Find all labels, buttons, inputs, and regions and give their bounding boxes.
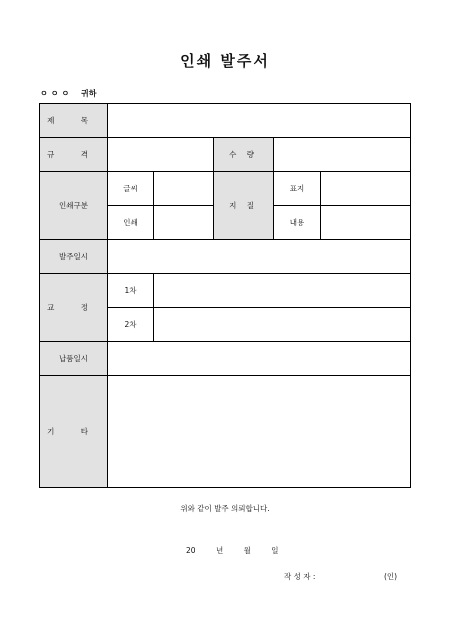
subject-label: 제 목 xyxy=(40,104,108,138)
proof-round-1-label: 1차 xyxy=(108,274,154,308)
print-type-sub-text: 글씨 xyxy=(108,172,154,206)
document-title: 인쇄 발주서 xyxy=(180,52,270,70)
other-row xyxy=(40,376,411,488)
print-type-label: 인쇄구분 xyxy=(40,172,108,240)
date-year-unit: 년 xyxy=(215,546,224,555)
spec-label: 규 격 xyxy=(40,138,108,172)
order-form-table xyxy=(39,103,411,488)
order-date-field[interactable] xyxy=(108,240,411,274)
writer-label: 작 성 자 : xyxy=(284,572,316,581)
quantity-label: 수 량 xyxy=(214,138,274,172)
paper-cover-field[interactable] xyxy=(321,172,411,206)
paper-sub-content: 내용 xyxy=(274,206,321,240)
other-field[interactable] xyxy=(108,376,411,488)
other-label: 기 타 xyxy=(40,376,108,488)
subject-field[interactable] xyxy=(108,104,411,138)
delivery-date-label: 납품일시 xyxy=(40,342,108,376)
spec-row xyxy=(40,138,411,172)
proof-label: 교 정 xyxy=(40,274,108,342)
closing-statement: 위와 같이 발주 의뢰합니다. xyxy=(180,504,270,513)
recipient-placeholder: ㅇㅇㅇ xyxy=(40,89,73,98)
date-month-unit: 월 xyxy=(243,546,251,555)
proof-round-2-field[interactable] xyxy=(154,308,411,342)
proof-row-1 xyxy=(40,274,411,308)
spec-field[interactable] xyxy=(108,138,214,172)
date-day-unit: 일 xyxy=(271,546,279,555)
paper-content-field[interactable] xyxy=(321,206,411,240)
recipient-suffix: 귀하 xyxy=(80,89,97,98)
date-year: 20 xyxy=(186,546,196,555)
print-type-text-field[interactable] xyxy=(154,172,214,206)
subject-row xyxy=(40,104,411,138)
seal-label: (인) xyxy=(384,572,398,581)
print-type-sub-print: 인쇄 xyxy=(108,206,154,240)
quantity-field[interactable] xyxy=(274,138,411,172)
print-type-print-field[interactable] xyxy=(154,206,214,240)
paper-sub-cover: 표지 xyxy=(274,172,321,206)
proof-round-1-field[interactable] xyxy=(154,274,411,308)
paper-label: 지 질 xyxy=(214,172,274,240)
proof-round-2-label: 2차 xyxy=(108,308,154,342)
print-type-row-1 xyxy=(40,172,411,206)
date-line xyxy=(186,545,296,556)
delivery-date-field[interactable] xyxy=(108,342,411,376)
order-date-label: 발주일시 xyxy=(40,240,108,274)
recipient-line xyxy=(40,88,96,99)
order-date-row xyxy=(40,240,411,274)
delivery-date-row xyxy=(40,342,411,376)
